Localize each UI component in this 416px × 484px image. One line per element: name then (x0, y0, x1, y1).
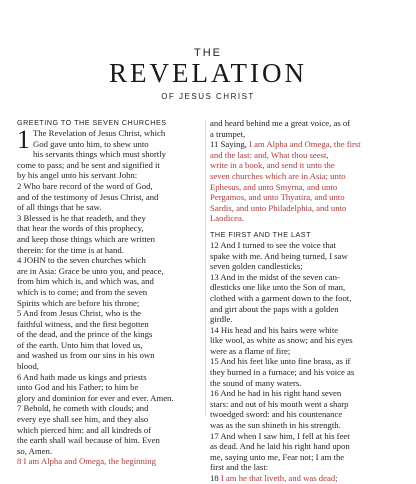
verse-line: are in Asia: Grace be unto you, and peace, (17, 265, 164, 276)
red-letter-text: I am Alpha and Omega, the first (249, 139, 361, 150)
verse-line: which pierced him: and all kindreds of (17, 424, 152, 435)
verse-line: glory and dominion for ever and ever. Amen. (17, 392, 174, 403)
verse-line: 2 Who bare record of the word of God, (17, 180, 153, 191)
verse-line: like wool, as white as snow; and his eyes (210, 335, 353, 346)
verse-text: 11 Saying, (210, 139, 250, 150)
verse-number: 18 (210, 473, 221, 483)
verse-line: 12 And I turned to see the voice that (210, 239, 336, 250)
verse-line: of the earth. Unto him that loved us, (17, 339, 143, 350)
verse-line: and of the testimony of Jesus Christ, and (17, 191, 159, 202)
verse-line: seven churches which are in Asia; unto (210, 170, 346, 181)
book-title: REVELATION (109, 58, 307, 88)
verse-line: his servants things which must shortly (33, 149, 166, 160)
verse-line: spake with me. And being turned, I saw (210, 250, 348, 261)
verse-line: first and the last: (210, 462, 269, 473)
verse-line: 7 Behold, he cometh with clouds; and (17, 403, 149, 414)
verse-line: Laodicea. (210, 213, 245, 224)
chapter-number-dropcap: 1 (17, 125, 30, 154)
verse-line: faithful witness, and the first begotten (17, 318, 149, 329)
verse-line: girdle. (210, 314, 233, 325)
verse-line (17, 456, 209, 467)
verse-line: 5 And from Jesus Christ, who is the (17, 308, 142, 319)
verse-line: the sound of many waters. (210, 377, 302, 388)
verse-block (17, 125, 209, 467)
verse-line: and the last: and, What thou seest, (210, 149, 329, 160)
section-heading-greeting: GREETING TO THE SEVEN CHURCHES (17, 118, 167, 127)
verse-line: 3 Blessed is he that readeth, and they (17, 212, 146, 223)
verse-line: as dead. And he laid his right hand upon (210, 441, 350, 452)
verse-line: unto God and his Father; to him be (17, 382, 139, 393)
red-letter-text: 8 I am Alpha and Omega, the beginning (17, 456, 156, 467)
verse-line: 14 His head and his hairs were white (210, 324, 339, 335)
verse-line: of the dead, and the prince of the kings (17, 329, 153, 340)
left-column (17, 118, 209, 467)
verse-line: were as a flame of fire; (210, 345, 291, 356)
verse-line: which is to come; and from the seven (17, 286, 148, 297)
verse-line: Ephesus, and unto Smyrna, and unto (210, 181, 338, 192)
verse-line: of all things that he saw. (17, 202, 102, 213)
verse-line: seven golden candlesticks; (210, 261, 303, 272)
verse-line: stars: and out of his mouth went a sharp (210, 398, 349, 409)
verse-line: and heard behind me a great voice, as of (210, 118, 351, 128)
verse-line: 15 And his feet like unto fine brass, as if (210, 356, 351, 367)
verse-line: therein: for the time is at hand. (17, 244, 124, 255)
red-letter-text: I am he that liveth, and was dead; (220, 473, 338, 483)
verse-line: and girt about the paps with a golden (210, 303, 339, 314)
verse-line: so, Amen. (17, 445, 52, 456)
verse-lines (210, 240, 402, 473)
verse-line: the earth shall wail because of him. Even (17, 435, 160, 446)
verse-line: The Revelation of Jesus Christ, which (33, 128, 166, 138)
verse-line: from him which is, and which was, and (17, 276, 154, 287)
verse-line (210, 473, 402, 484)
book-title-prefix: THE (194, 47, 222, 59)
section-heading-first-and-last: THE FIRST AND THE LAST (210, 229, 311, 239)
verse-line: blood, (17, 361, 39, 372)
verse-line: Sardis, and unto Philadelphia, and unto (210, 202, 347, 213)
verse-line: 17 And when I saw him, I fell at his feet (210, 430, 350, 441)
verse-line: God gave unto him, to shew unto (33, 138, 149, 149)
verse-line: Pergamos, and unto Thyatira, and unto (210, 192, 345, 203)
verse-line: write in a book, and send it unto the (210, 160, 335, 171)
verse-line: a trumpet, (210, 128, 246, 139)
verse-line: come to pass; and he sent and signified it (17, 159, 160, 170)
verse-line (210, 139, 402, 150)
verse-line: every eye shall see him, and they also (17, 414, 149, 425)
verse-line: and washed us from our sins in his own (17, 350, 155, 361)
verse-line: they burned in a furnace; and his voice as (210, 367, 355, 378)
verse-line: 16 And he had in his right hand seven (210, 388, 342, 399)
verse-line: and keep those things which are written (17, 233, 155, 244)
verse-line: dlesticks one like unto the Son of man, (210, 282, 346, 293)
verse-line: was as the sun shineth in his strength. (210, 420, 341, 431)
verse-lines (210, 118, 402, 139)
verse-line: Spirits which are before his throne; (17, 297, 140, 308)
verse-line: 4 JOHN to the seven churches which (17, 255, 146, 266)
right-column (210, 118, 402, 484)
verse-lines (17, 125, 209, 456)
red-letter-lines (210, 150, 402, 224)
verse-line: 13 And in the midst of the seven can- (210, 271, 340, 282)
verse-line: clothed with a garment down to the foot, (210, 292, 352, 303)
verse-line: that hear the words of this prophecy, (17, 223, 144, 234)
verse-line: me, saying unto me, Fear not; I am the (210, 451, 345, 462)
book-subtitle: OF JESUS CHRIST (161, 92, 255, 101)
verse-line: by his angel unto his servant John: (17, 170, 138, 181)
verse-line: 6 And hath made us kings and priests (17, 371, 147, 382)
verse-line: twoedged sword: and his countenance (210, 409, 343, 420)
